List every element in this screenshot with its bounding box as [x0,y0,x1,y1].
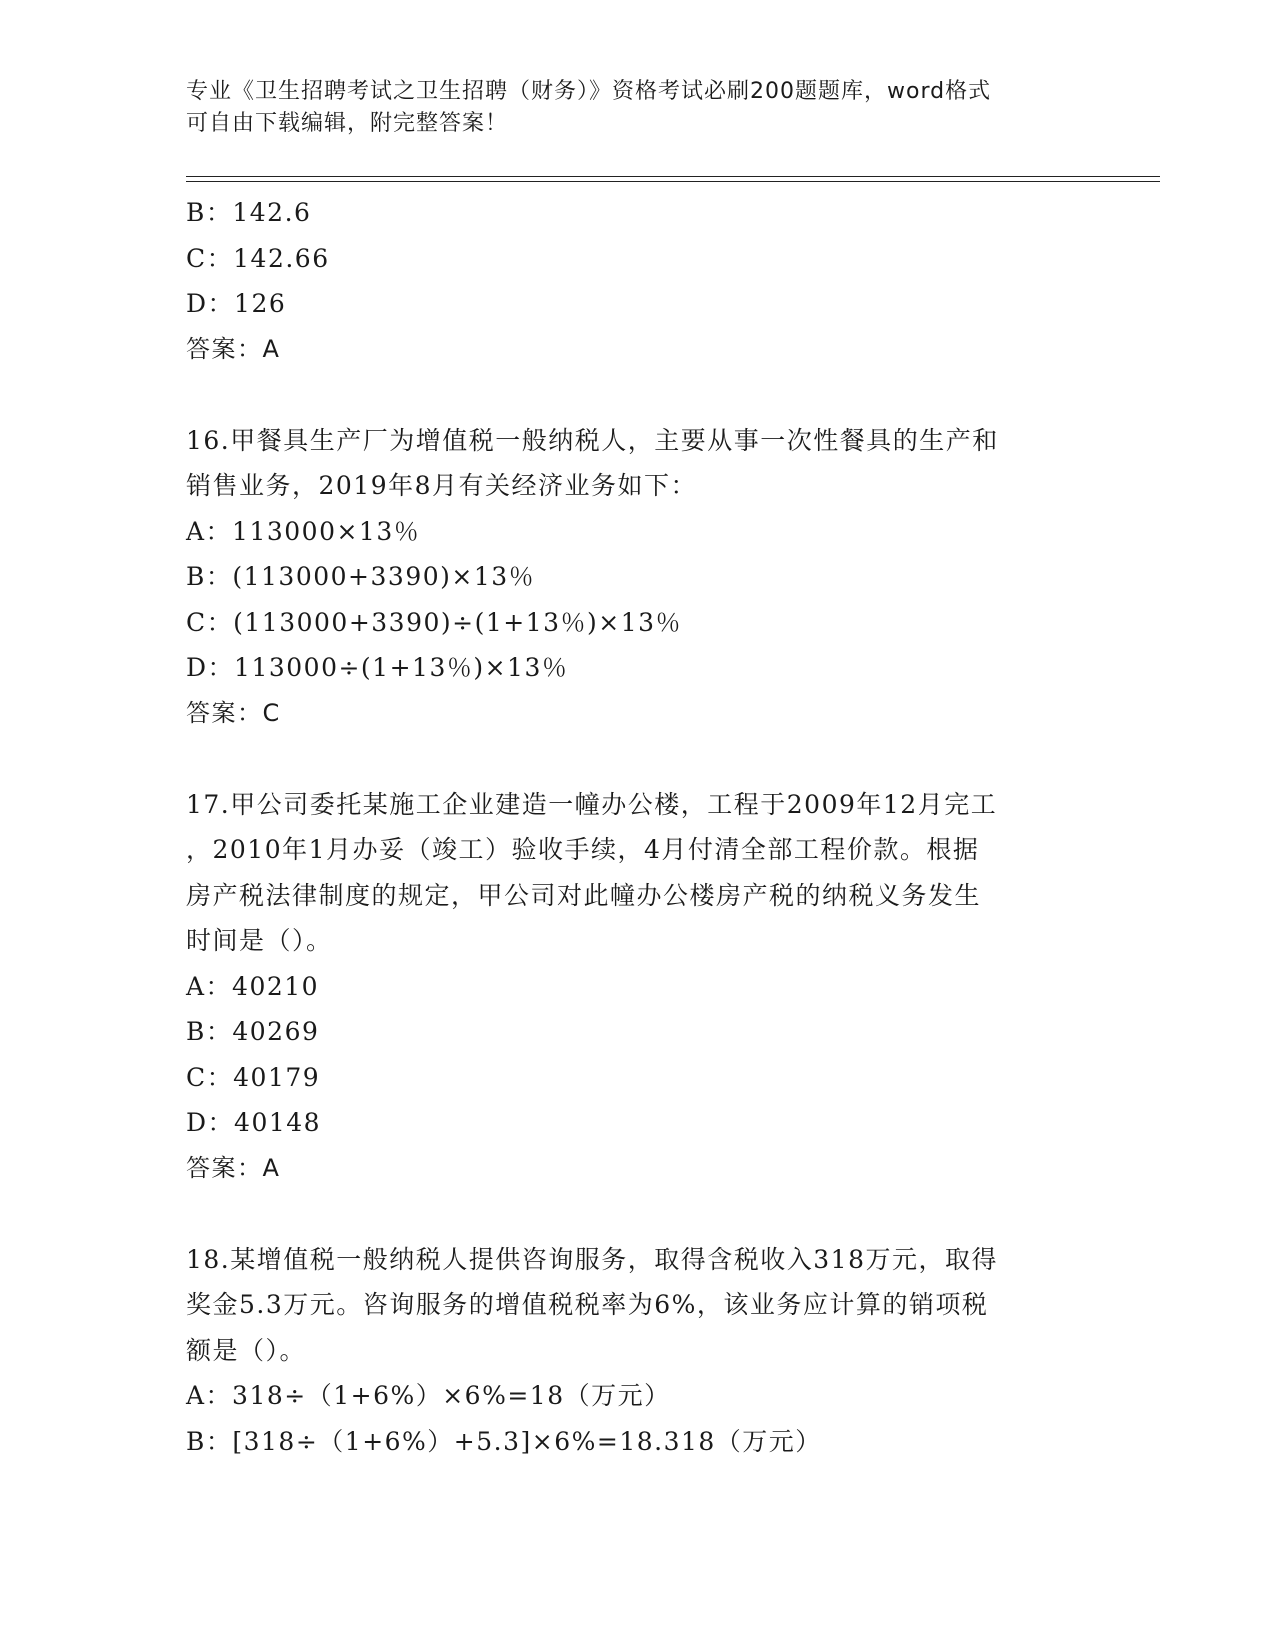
question-text-line: ，2010年1月办妥（竣工）验收手续，4月付清全部工程价款。根据 [186,835,980,864]
option-b: B：142.6 [186,198,312,227]
question-text-line: 时间是（）。 [186,926,333,955]
spacer [186,736,1086,782]
answer-line: 答案：A [186,334,281,363]
question-text-line: 房产税法律制度的规定，甲公司对此幢办公楼房产税的纳税义务发生 [186,880,982,910]
document-content [186,190,1086,1464]
question-text-line: 奖金5.3万元。咨询服务的增值税税率为6%，该业务应计算的销项税 [186,1290,989,1319]
option-a: A：40210 [186,971,320,1001]
answer-line: 答案：C [186,698,281,727]
question-15-continued [186,190,1086,372]
question-text-line: 16.甲餐具生产厂为增值税一般纳税人，主要从事一次性餐具的生产和 [186,425,999,455]
option-a: A：113000×13％ [186,516,421,546]
option-b: B：(113000+3390)×13％ [186,562,536,591]
answer-line: 答案：A [186,1153,281,1182]
option-a: A：318÷（1+6%）×6%=18（万元） [186,1381,671,1410]
option-d: D：40148 [186,1108,322,1137]
option-d: D：126 [186,289,287,318]
question-text-line: 18.某增值税一般纳税人提供咨询服务，取得含税收入318万元，取得 [186,1244,998,1274]
question-text-line: 额是（）。 [186,1335,307,1365]
option-c: C：40179 [186,1062,321,1092]
question-18 [186,1237,1086,1465]
option-b: B：[318÷（1+6%）+5.3]×6%=18.318（万元） [186,1426,822,1456]
option-c: C：(113000+3390)÷(1+13％)×13％ [186,607,683,637]
option-c: C：142.66 [186,243,330,273]
header-line-1: 专业《卫生招聘考试之卫生招聘（财务）》资格考试必刷200题题库，word格式 [186,79,992,104]
question-17 [186,782,1086,1192]
question-text-line: 17.甲公司委托某施工企业建造一幢办公楼，工程于2009年12月完工 [186,789,998,819]
spacer [186,1191,1086,1237]
question-text-line: 销售业务，2019年8月有关经济业务如下： [186,471,698,500]
option-d: D：113000÷(1+13％)×13％ [186,653,569,682]
header-divider-bottom [186,181,1160,182]
question-16 [186,418,1086,737]
spacer [186,372,1086,418]
option-b: B：40269 [186,1017,320,1046]
header-line-2: 可自由下载编辑，附完整答案！ [186,111,509,136]
header-divider-top [186,176,1160,177]
document-header [186,76,1086,140]
